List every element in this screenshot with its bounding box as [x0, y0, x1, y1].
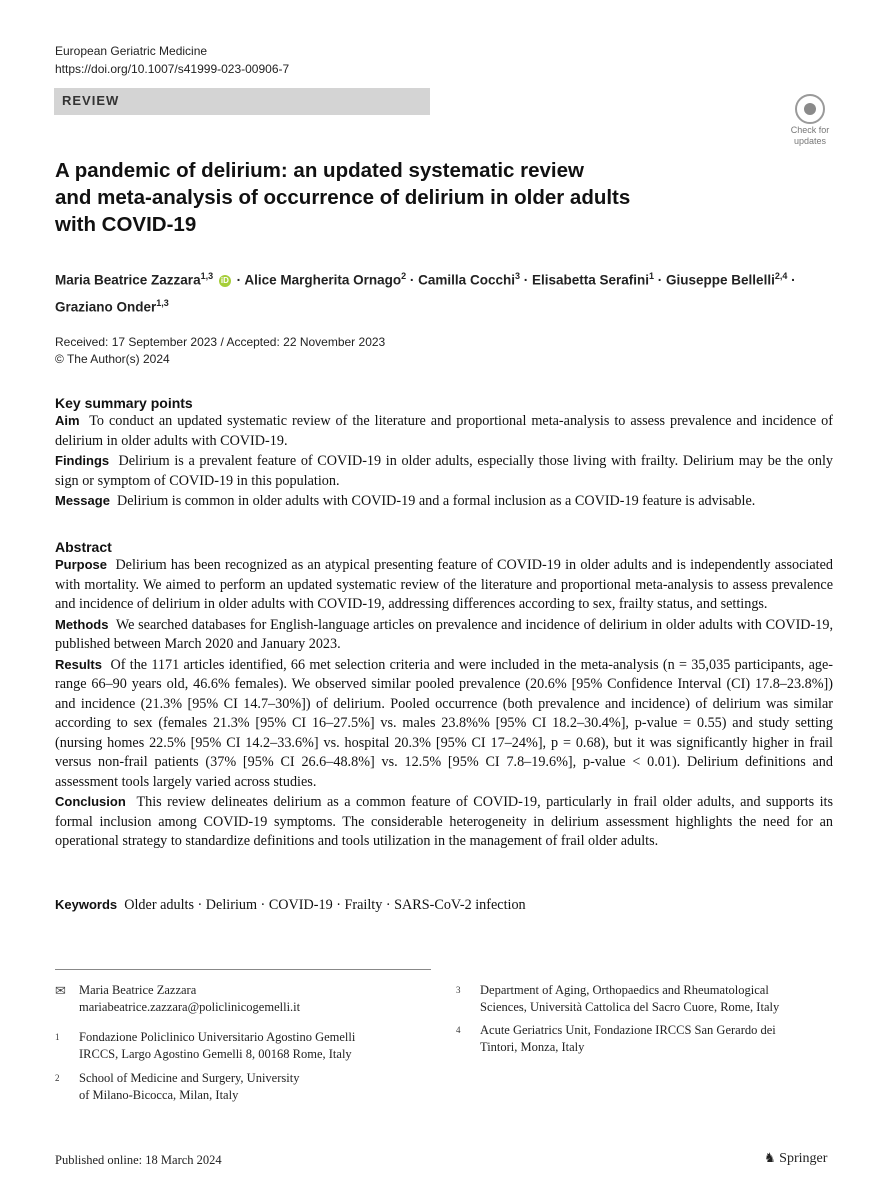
author-affiliation: 2,4 — [774, 271, 788, 281]
check-for-updates-badge[interactable] — [786, 94, 834, 146]
corresponding-email[interactable]: mariabeatrice.zazzara@policlinicogemelli.it — [79, 1000, 301, 1014]
conclusion-label: Conclusion — [55, 794, 126, 809]
affiliation-1 — [55, 1029, 435, 1063]
author-name[interactable]: Alice Margherita Ornago — [244, 272, 402, 288]
article-type-bar — [54, 88, 430, 115]
affiliation-line: Tintori, Monza, Italy — [480, 1040, 585, 1054]
check-updates-icon — [795, 94, 825, 124]
purpose-text: Delirium has been recognized as an atypical presenting feature of COVID-19 in older adults and is independently associated with mortality. We aimed to perform an updated systematic review of the literature and proportional meta-analysis to assess prevalence and incidence of delirium in older adults with COVID-19, addressing differences according to sex, frailty status, and settings. — [55, 557, 834, 612]
key-summary-section — [55, 395, 833, 512]
badge-line1: Check for — [790, 125, 830, 135]
affiliation-2 — [55, 1070, 435, 1104]
purpose-label: Purpose — [55, 557, 108, 572]
affiliation-line: Sciences, Università Cattolica del Sacro Cuore, Rome, Italy — [480, 1000, 780, 1014]
doi-link[interactable]: https://doi.org/10.1007/s41999-023-00906-7 — [55, 62, 290, 76]
abstract-purpose — [55, 555, 833, 615]
message-label: Message — [55, 493, 110, 508]
author-name[interactable]: Maria Beatrice Zazzara — [55, 272, 201, 288]
published-online: Published online: 18 March 2024 — [55, 1153, 222, 1167]
findings-text: Delirium is a prevalent feature of COVID-19 in older adults, especially those living with frailty. Delirium may be the only sign or symptom of COVID-19 in this population. — [55, 453, 833, 489]
title-line-1: A pandemic of delirium: an updated systematic review — [55, 159, 584, 182]
key-summary-heading: Key summary points — [55, 395, 193, 411]
results-label: Results — [55, 656, 102, 672]
title-line-3: with COVID-19 — [55, 213, 197, 236]
methods-text: We searched databases for English-language articles on prevalence and incidence of delirium in older adults with COVID-19, published between March 2020 and January 2023. — [55, 616, 833, 652]
received-accepted: Received: 17 September 2023 / Accepted: 22 November 2023 — [55, 335, 386, 349]
badge-line2: updates — [793, 136, 827, 146]
copyright: © The Author(s) 2024 — [55, 352, 170, 366]
author-name[interactable]: Giuseppe Bellelli — [666, 272, 775, 288]
abstract-results — [55, 655, 833, 793]
affiliation-4 — [456, 1022, 846, 1056]
author-list: Maria Beatrice Zazzara$^{1,3}$ iD · Alice Margherita Ornago$^2$ · Camilla Cocchi$^3$ · Elisabetta Serafini$^1$ · Giuseppe Bellelli$^{2,4}$ · Graziano Onder$^{1,3}$ — [55, 271, 796, 314]
journal-name: European Geriatric Medicine — [55, 44, 208, 58]
affiliation-number: 3 — [456, 985, 461, 995]
publisher-logo — [764, 1150, 827, 1167]
journal-header — [55, 42, 289, 78]
abstract-section — [55, 539, 833, 852]
affiliation-line: of Milano-Bicocca, Milan, Italy — [79, 1088, 239, 1102]
corresponding-name: Maria Beatrice Zazzara — [79, 983, 197, 997]
footnote-divider — [55, 969, 431, 970]
corresponding-author — [55, 982, 435, 1016]
affiliation-line: IRCCS, Largo Agostino Gemelli 8, 00168 Rome, Italy — [79, 1047, 352, 1061]
affiliation-3 — [456, 982, 846, 1016]
key-findings — [55, 451, 833, 491]
title-line-2: and meta-analysis of occurrence of delirium in older adults — [55, 186, 631, 209]
author-affiliation: 1,3 — [200, 271, 214, 281]
envelope-icon: ✉ — [55, 983, 66, 998]
orcid-icon[interactable]: iD — [220, 275, 229, 285]
methods-label: Methods — [55, 616, 109, 632]
affiliation-line: Acute Geriatrics Unit, Fondazione IRCCS San Gerardo dei — [480, 1023, 776, 1037]
abstract-conclusion — [55, 792, 833, 852]
keywords-label: Keywords — [55, 897, 118, 912]
key-message — [55, 491, 833, 512]
results-text: Of the 1171 articles identified, 66 met selection criteria and were included in the meta-analysis (n = 35,035 participants, age-range 66–90 years old, 46.6% females). We observed similar pooled prevalence (20.6% [95% Confidence Interval (CI) 17.8–23.8%]) and incidence (21.3% [95% CI 14.7–30%]) of delirium. Pooled occurrence (both prevalence and incidence) of delirium was similar according to sex (females 21.3% [95% CI 16–27.5%] vs. males 23.8%% [95% CI 18.2–30.4%], p-value = 0.55) and study setting (nursing homes 22.5% [95% CI 14.2–33.6%] vs. hospital 20.3% [95% CI 17–24%], p = 0.68), but it was significantly higher in frail versus non-frail patients (37% [95% CI 26.6–48.8%] vs. 12.5% [95% CI 7.8–19.6%], p-value < 0.01). Delirium definitions and assessment tools largely varied across studies. — [55, 656, 833, 790]
author-name[interactable]: Camilla Cocchi — [418, 272, 515, 288]
author-affiliation: 2 — [401, 271, 407, 281]
affiliation-line: School of Medicine and Surgery, University — [79, 1071, 300, 1085]
author-affiliation: 3 — [514, 271, 520, 281]
affiliation-number: 2 — [55, 1073, 60, 1083]
affiliation-line: Fondazione Policlinico Universitario Agostino Gemelli — [79, 1030, 356, 1044]
article-type: REVIEW — [62, 93, 120, 108]
message-text: Delirium is common in older adults with COVID-19 and a formal inclusion as a COVID-19 feature is advisable. — [117, 493, 756, 509]
aim-text: To conduct an updated systematic review of the literature and proportional meta-analysis to assess prevalence and incidence of delirium in older adults with COVID-19. — [55, 413, 833, 449]
article-title — [55, 157, 755, 238]
author-affiliation: 1 — [649, 271, 655, 281]
abstract-methods — [55, 615, 833, 655]
publisher-name: Springer — [779, 1151, 828, 1166]
keywords — [55, 895, 833, 915]
conclusion-text: This review delineates delirium as a common feature of COVID-19, particularly in frail older adults, and supports its formal inclusion among COVID-19 symptoms. The considerable heterogeneity in delirium assessment highlights the need for an operational strategy to standardize definitions and tools utilization in the management of frail older adults. — [55, 794, 833, 849]
aim-label: Aim — [55, 413, 80, 428]
author-name[interactable]: Elisabetta Serafini — [531, 272, 650, 288]
affiliation-line: Department of Aging, Orthopaedics and Rheumatological — [480, 983, 769, 997]
findings-label: Findings — [55, 453, 110, 468]
affiliation-number: 4 — [456, 1025, 461, 1035]
springer-horse-icon: ♞ — [764, 1150, 776, 1165]
author-name[interactable]: Graziano Onder — [55, 299, 157, 314]
author-affiliation: 1,3 — [156, 297, 169, 308]
keywords-text: Older adults · Delirium · COVID-19 · Frailty · SARS-CoV-2 infection — [124, 897, 526, 913]
article-dates — [55, 334, 385, 368]
key-aim — [55, 411, 833, 451]
abstract-heading: Abstract — [55, 539, 112, 555]
affiliation-number: 1 — [55, 1032, 60, 1042]
